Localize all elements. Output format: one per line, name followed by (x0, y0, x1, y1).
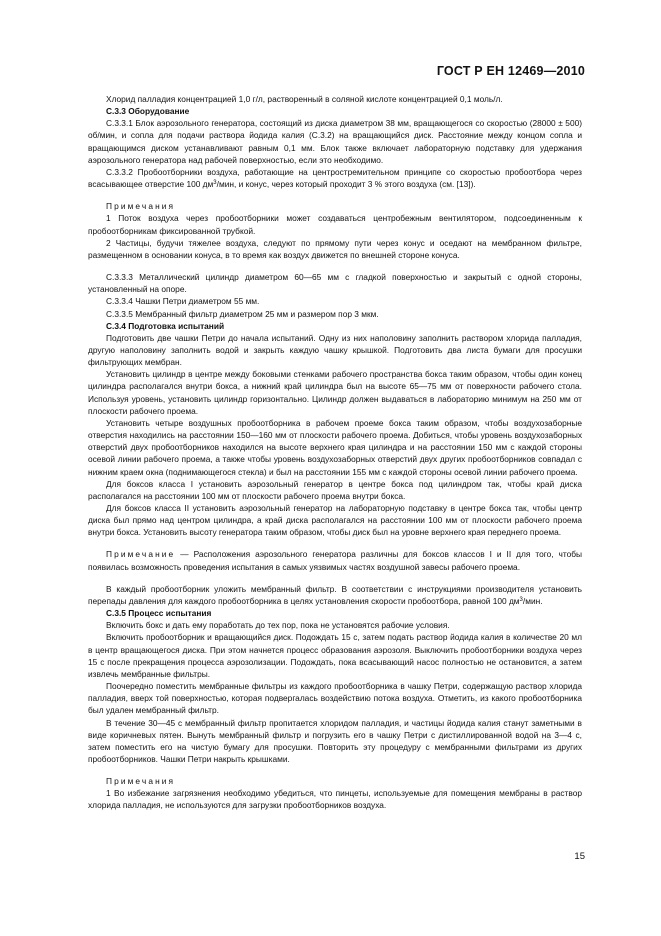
text-paragraph: C.3.3.5 Мембранный фильтр диаметром 25 мм и размером пор 3 мкм. (106, 308, 379, 319)
section-heading: C.3.4 Подготовка испытаний (106, 320, 225, 331)
text-paragraph: В течение 30—45 с мембранный фильтр пропитается хлоридом палладия, и частицы йодида калия станут заметными в виде коричневых пятен. Вынуть мембранный фильтр и погрузить его в чашку Петри с дистиллированной водой на 3—4 с, затем поместить его на чистую бумагу для просушки. Повторить эту процедуру с мембранными фильтрами из других пробоотборников. Чашки Петри накрыть крышками. (88, 717, 582, 764)
text-span: /мин, и конус, через который проходит 3 % этого воздуха (см. [13]). (216, 179, 476, 190)
text-span: — Расположения аэрозольного генератора различны для боксов классов I и II для того, чтобы появилась возможность проведения испытания в самых уязвимых частях воздушной завесы рабочего проема. (88, 549, 582, 572)
note-item: 2 Частицы, будучи тяжелее воздуха, следуют по прямому пути через конус и оседают на мембранном фильтре, размещенном в основании конуса, в то время как воздух движется по внешней стороне конуса. (88, 237, 582, 260)
text-paragraph: Включить пробоотборник и вращающийся диск. Подождать 15 с, затем подать раствор йодида калия в количестве 20 мл в центр вращающегося диска. При этом начнется процесс образования аэрозоля. Выключить пробоотборники воздуха через 15 с после прекращения процесса аэрозолизации. Подождать, пока всасывающий насос полностью не остановится, а затем извлечь мембранные фильтры. (88, 632, 582, 679)
text-paragraph: C.3.3.1 Блок аэрозольного генератора, состоящий из диска диаметром 38 мм, вращающегося со скоростью (28000 ± 500) об/мин, и сопла для подачи раствора йодида калия (C.3.2) на вращающийся диск. Расстояние между концом сопла и вращающимся диском устанавливают равным 0,1 мм. Блок также включает лабораторную подставку для удержания аэрозольного генератора над рабочей поверхностью, если это необходимо. (88, 118, 582, 165)
text-span: /мин. (522, 595, 543, 606)
section-heading: C.3.5 Процесс испытания (106, 608, 212, 619)
superscript: 3 (213, 180, 217, 187)
notes-heading: Примечания (106, 776, 176, 787)
text-paragraph: Включить бокс и дать ему поработать до тех пор, пока не установятся рабочие условия. (106, 620, 450, 631)
text-paragraph: Установить цилиндр в центре между боковыми стенками рабочего пространства бокса таким образом, чтобы один конец цилиндра располагался внутри бокса, а нижний край цилиндра был на высоте 65—75 мм от поверхности рабочего стола. Используя уровень, установить цилиндр горизонтально. Цилиндр должен выдаваться в лабораторию минимум на 250 мм от плоскости рабочего проема. (88, 369, 582, 416)
document-body (88, 93, 582, 812)
text-paragraph: Установить четыре воздушных пробоотборника в рабочем проеме бокса таким образом, чтобы воздухозаборные отверстия находились на расстоянии 150—160 мм от плоскости рабочего проема. Добиться, чтобы уровень воздухозаборных отверстий двух пробоотборников находился на высоте верхнего края цилиндра и на расстоянии 150 мм с каждой стороны осевой линии рабочего проема, а также чтобы уровень воздухозаборных отверстий двух других пробоотборников совпадал с нижним краем окна (поднимающегося стекла) и был на расстоянии 155 мм с каждой стороны осевой линии рабочего проема. (88, 417, 582, 477)
text-span: C.3.3.2 Пробоотборники воздуха, работающие на центростремительном принципе со скоростью пробоотбора через всасывающее отверстие 100 дм (88, 166, 582, 190)
text-paragraph: Для боксов класса II установить аэрозольный генератор на лабораторную подставку в центре бокса так, чтобы центр диска был прямо над центром цилиндра, а край диска располагался на расстоянии 100 мм от плоскости рабочего проема внутри бокса. Установить высоту генератора таким образом, чтобы диск был на уровне верхнего края переднего проема. (88, 503, 582, 538)
note-item: 1 Поток воздуха через пробоотборники может создаваться центробежным вентилятором, подсоединенным к пробоотборникам фиксированной трубкой. (88, 213, 582, 236)
text-paragraph: C.3.3.4 Чашки Петри диаметром 55 мм. (106, 296, 260, 307)
note-item: 1 Во избежание загрязнения необходимо убедиться, что пинцеты, используемые для помещения мембраны в раствор хлорида палладия, не используются для загрузки пробоотборников воздуха. (88, 788, 582, 811)
text-paragraph: C.3.3.3 Металлический цилиндр диаметром 60—65 мм с гладкой поверхностью и закрытый с одной стороны, установленный на опоре. (88, 272, 582, 295)
document-header: ГОСТ Р ЕН 12469—2010 (436, 64, 585, 78)
notes-heading: Примечания (106, 201, 176, 212)
note-label: Примечание (106, 549, 176, 560)
text-paragraph: Для боксов класса I установить аэрозольный генератор в центре бокса под цилиндром так, чтобы край диска располагался на расстоянии 100 мм от плоскости рабочего проема внутри бокса. (88, 478, 582, 501)
text-paragraph: Хлорид палладия концентрацией 1,0 г/л, растворенный в соляной кислоте концентрацией 0,1 моль/л. (106, 94, 503, 104)
text-paragraph (88, 583, 582, 607)
section-heading: C.3.3 Оборудование (106, 106, 190, 117)
text-span: В каждый пробоотборник уложить мембранный фильтр. В соответствии с инструкциями производителя установить перепады давления для каждого пробоотборника в целях установления скорости пробоотбора, равной 100 дм (88, 583, 582, 606)
superscript: 3 (519, 596, 523, 603)
page-number: 15 (574, 851, 585, 862)
text-paragraph (88, 166, 582, 190)
text-paragraph: Поочередно поместить мембранные фильтры из каждого пробоотборника в чашку Петри, содержащую раствор хлорида палладия, вверх той поверхностью, которая подвергалась воздействию потока воздуха. Отметить, из какого пробоотборника был удален мембранный фильтр. (88, 681, 582, 716)
note-paragraph (88, 548, 582, 572)
text-paragraph: Подготовить две чашки Петри до начала испытаний. Одну из них наполовину заполнить раствором хлорида палладия, другую наполовину заполнить водой и закрыть каждую чашку крышкой. Подготовить два листа бумаги для просушки фильтрующих мембран. (88, 332, 582, 368)
